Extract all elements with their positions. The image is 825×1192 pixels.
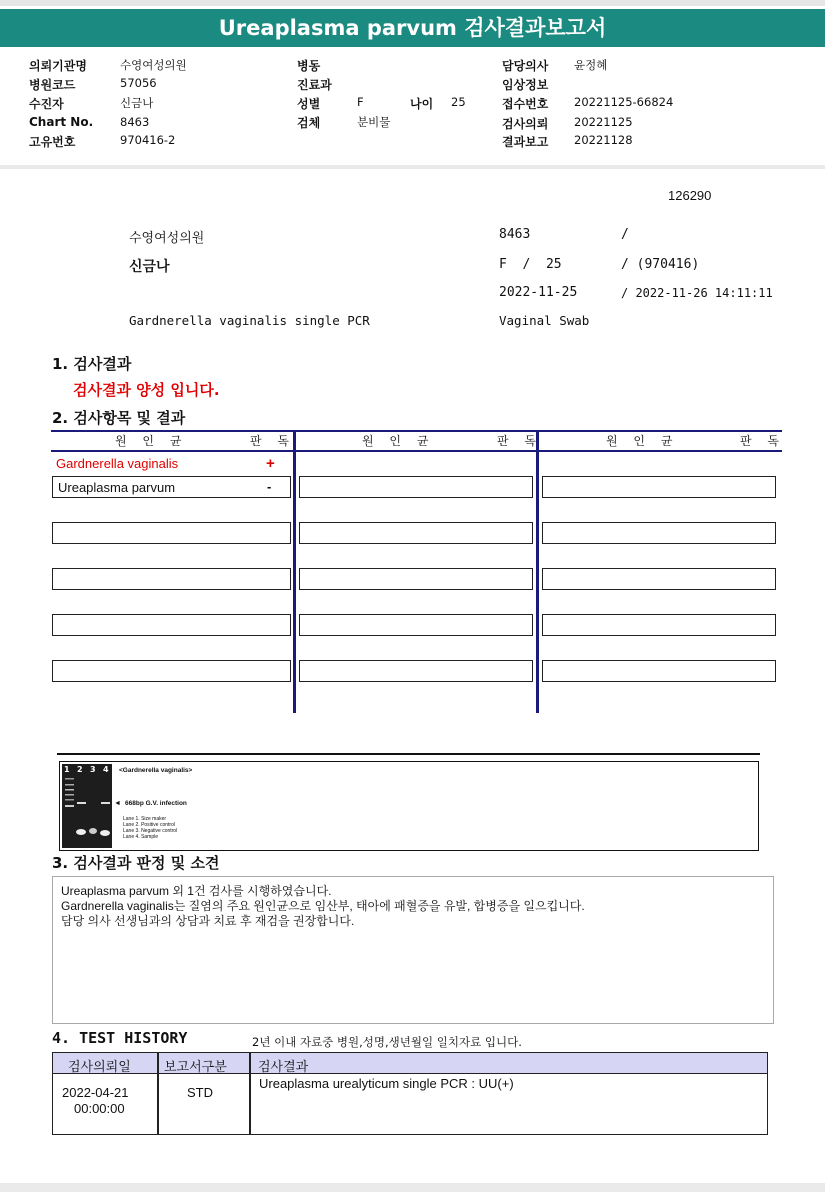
section1-result: 검사결과 양성 입니다. (73, 381, 220, 399)
header-value-sex: F (357, 95, 364, 109)
gel-lane-label: 4 (103, 765, 109, 774)
summary-test-name: Gardnerella vaginalis single PCR (129, 313, 370, 328)
col-result-2: 판 독 (497, 434, 542, 448)
section3-heading: 3. 검사결과 판정 및 소견 (52, 854, 220, 872)
empty-cell (52, 614, 291, 636)
gel-lane-label: 1 (64, 765, 70, 774)
empty-cell (542, 614, 776, 636)
summary-request-date: 2022-11-25 (499, 285, 578, 300)
header-label-dept: 진료과 (297, 78, 332, 92)
gel-lane-label: 3 (90, 765, 96, 774)
history-col-divider (157, 1053, 159, 1134)
table-col-divider-1 (293, 430, 296, 713)
gel-image (62, 764, 112, 848)
summary-sex-age: F / 25 (499, 257, 562, 272)
top-strip (0, 0, 825, 6)
findings-box (52, 876, 774, 1024)
summary-patient: 신금나 (129, 259, 170, 275)
history-col-date: 검사의뢰일 (68, 1059, 131, 1074)
section1-heading: 1. 검사결과 (52, 355, 132, 373)
history-date: 2022-04-21 (62, 1085, 129, 1100)
header-divider (0, 165, 825, 169)
empty-cell (299, 522, 533, 544)
header-value-report-date: 20221128 (574, 133, 633, 147)
col-result-3: 판 독 (740, 434, 785, 448)
history-result: Ureaplasma urealyticum single PCR : UU(+) (259, 1076, 514, 1091)
pathogen-result: + (266, 455, 275, 472)
header-value-specimen: 분비물 (357, 115, 391, 129)
header-value-chart-no: 8463 (120, 115, 150, 129)
header-value-unique-no: 970416-2 (120, 133, 176, 147)
pathogen-name: Ureaplasma parvum (58, 480, 176, 495)
header-label-chart-no: Chart No. (29, 115, 94, 129)
summary-specimen: Vaginal Swab (499, 313, 590, 328)
header-value-receipt-no: 20221125-66824 (574, 95, 674, 109)
header-label-receipt-no: 접수번호 (502, 97, 549, 111)
history-type: STD (187, 1085, 213, 1100)
header-label-doctor: 담당의사 (502, 59, 549, 73)
empty-cell (542, 476, 776, 498)
empty-cell (542, 660, 776, 682)
header-label-patient: 수진자 (29, 97, 64, 111)
id-number: 126290 (668, 188, 712, 203)
finding-line: Ureaplasma parvum 외 1건 검사를 시행하였습니다. (61, 884, 332, 898)
header-label-clinic: 의뢰기관명 (29, 59, 87, 73)
result-cell (52, 476, 291, 498)
header-label-ward: 병동 (297, 59, 321, 73)
header-label-request-date: 검사의뢰 (502, 117, 549, 131)
gel-lane-label: 2 (77, 765, 83, 774)
pathogen-name: Gardnerella vaginalis (56, 456, 179, 471)
footer-strip (0, 1183, 825, 1192)
empty-cell (299, 568, 533, 590)
patient-header (0, 47, 825, 167)
gel-bands-graphic (62, 764, 112, 848)
col-pathogen-2: 원 인 균 (362, 434, 435, 448)
gel-top-rule (57, 753, 760, 755)
history-table (52, 1052, 768, 1135)
header-value-request-date: 20221125 (574, 115, 633, 129)
history-col-result: 검사결과 (258, 1059, 309, 1074)
summary-chart-no: 8463 (499, 227, 531, 242)
col-result-1: 판 독 (250, 434, 295, 448)
gel-legend-item: Lane 2. Positive control (123, 822, 175, 828)
table-col-divider-2 (536, 430, 539, 713)
header-value-doctor: 윤정혜 (574, 58, 608, 72)
col-pathogen-3: 원 인 균 (606, 434, 679, 448)
history-time: 00:00:00 (74, 1101, 125, 1116)
col-pathogen-1: 원 인 균 (115, 434, 188, 448)
header-label-specimen: 검체 (297, 116, 321, 130)
gel-arrow-icon: ◄ (114, 800, 121, 807)
empty-cell (542, 522, 776, 544)
section4-heading: 4. TEST HISTORY (52, 1029, 188, 1047)
header-value-age: 25 (451, 95, 466, 109)
empty-cell (299, 476, 533, 498)
header-label-unique-no: 고유번호 (29, 135, 76, 149)
finding-line: Gardnerella vaginalis는 질염의 주요 원인균으로 임산부, 태아에 패혈증을 유발, 합병증을 일으킵니다. (61, 899, 585, 913)
header-value-hospital-code: 57056 (120, 76, 157, 90)
header-value-clinic: 수영여성의원 (120, 58, 187, 72)
section2-heading: 2. 검사항목 및 결과 (52, 409, 186, 427)
empty-cell (52, 522, 291, 544)
header-label-report-date: 결과보고 (502, 135, 549, 149)
empty-cell (299, 660, 533, 682)
header-label-hospital-code: 병원코드 (29, 78, 76, 92)
summary-birth: / (970416) (621, 257, 700, 272)
gel-legend-item: Lane 3. Negative control (123, 828, 178, 834)
history-table-header (53, 1053, 767, 1074)
gel-title: <Gardnerella vaginalis> (119, 767, 193, 774)
report-title: Ureaplasma parvum 검사결과보고서 (0, 9, 825, 47)
finding-line: 담당 의사 선생님과의 상담과 치료 후 재검을 권장합니다. (61, 914, 355, 928)
empty-cell (299, 614, 533, 636)
header-label-age: 나이 (410, 97, 434, 111)
pathogen-result: - (267, 479, 272, 494)
header-value-patient: 신금나 (120, 96, 154, 110)
gel-band-label: 668bp G.V. infection (125, 800, 187, 807)
empty-cell (52, 568, 291, 590)
summary-clinic: 수영여성의원 (129, 231, 205, 246)
gel-legend-item: Lane 4. Sample (123, 834, 159, 840)
history-col-type: 보고서구분 (164, 1059, 227, 1074)
summary-slash: / (621, 227, 629, 242)
history-col-divider (249, 1053, 251, 1134)
header-label-sex: 성별 (297, 97, 321, 111)
summary-report-datetime: / 2022-11-26 14:11:11 (621, 286, 773, 300)
history-note: 2년 이내 자료중 병원,성명,생년월일 일치자료 입니다. (252, 1035, 522, 1049)
table-head-rule (51, 450, 782, 452)
empty-cell (542, 568, 776, 590)
gel-legend-item: Lane 1. Size maker (123, 816, 167, 822)
empty-cell (52, 660, 291, 682)
header-label-clinical-info: 임상정보 (502, 78, 549, 92)
